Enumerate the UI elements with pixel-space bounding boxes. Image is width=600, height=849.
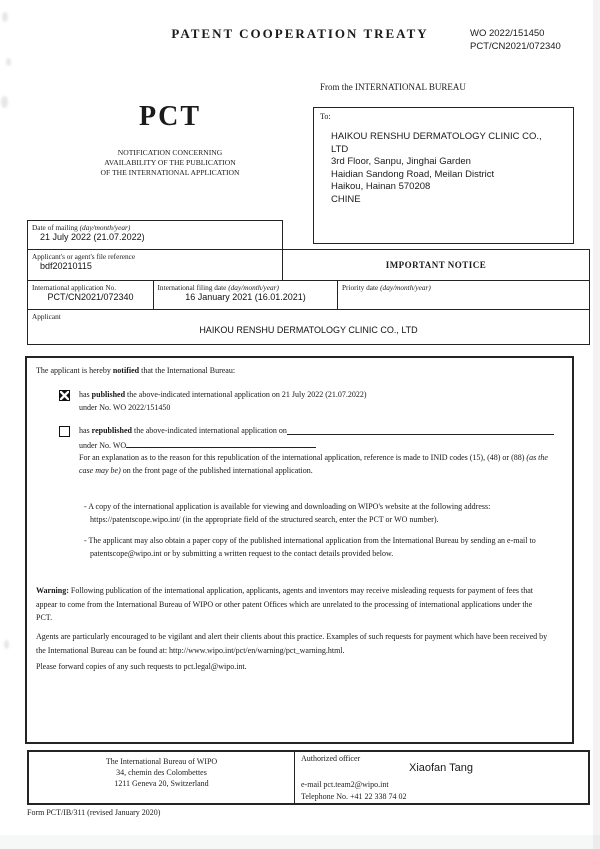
officer-phone: Telephone No. +41 22 338 74 02 — [301, 792, 407, 801]
scan-artifact — [2, 12, 8, 22]
address-line: HAIKOU RENSHU DERMATOLOGY CLINIC CO., — [331, 131, 542, 142]
applicant-value: HAIKOU RENSHU DERMATOLOGY CLINIC CO., LTD — [199, 325, 418, 335]
address-line: CHINE — [331, 193, 361, 205]
bureau-line: The International Bureau of WIPO — [105, 757, 218, 766]
published-pre: has — [79, 390, 92, 399]
republished-post: the above-indicated international application on — [131, 426, 287, 435]
applicant-cell — [27, 309, 590, 345]
priority-date-cell — [337, 280, 590, 310]
scan-artifact — [4, 640, 9, 649]
blank-line — [126, 438, 316, 448]
paper-copy-paragraph: - The applicant may also obtain a paper copy of the published international application from the International Bureau by sending an e-mail to patentscope@wipo.int or by submitting a written request to the contact details provided below. — [84, 536, 536, 558]
filing-date-label: International filing date — [157, 283, 229, 292]
forward-requests-line: Please forward copies of any such requests to pct.legal@wipo.int. — [36, 662, 247, 671]
recipient-address-box — [313, 107, 574, 244]
explanation-italic: (as the case may be) — [79, 453, 548, 475]
scan-artifact — [1, 96, 8, 108]
important-notice-cell — [282, 249, 590, 281]
published-text — [79, 389, 549, 414]
form-number: Form PCT/IB/311 (revised January 2020) — [27, 808, 161, 817]
officer-contact — [301, 779, 407, 803]
scan-edge-shadow — [593, 0, 600, 849]
footer-box — [27, 750, 590, 805]
date-of-mailing-label: Date of mailing — [32, 223, 80, 232]
bureau-line: 34, chemin des Colombettes — [116, 768, 207, 777]
address-line: 3rd Floor, Sanpu, Jinghai Garden — [331, 156, 471, 167]
notification-subtitle — [28, 148, 312, 178]
date-format-note: (day/month/year) — [380, 283, 431, 292]
notification-body-box — [25, 356, 574, 744]
published-line2: under No. WO 2022/151450 — [79, 402, 171, 412]
intro-post: that the International Bureau: — [139, 366, 236, 375]
checked-checkbox-icon — [59, 390, 70, 401]
file-reference-cell — [27, 249, 283, 281]
pct-number: PCT/CN2021/072340 — [470, 41, 561, 52]
date-format-note: (day/month/year) — [79, 223, 131, 232]
subtitle-line: NOTIFICATION CONCERNING — [117, 148, 223, 157]
unchecked-checkbox-icon — [59, 426, 70, 437]
scan-artifact — [6, 58, 11, 66]
explanation-pre: For an explanation as to the reason for this republication of the international application, reference is made to INID codes (15), (48) or (88) — [79, 453, 527, 462]
application-no-cell — [27, 280, 154, 310]
officer-name: Xiaofan Tang — [408, 762, 474, 774]
republished-line2-label: under No. WO — [79, 440, 127, 450]
applicant-label: Applicant — [32, 312, 61, 321]
application-no-label: International application No. — [32, 283, 117, 292]
from-line: From the INTERNATIONAL BUREAU — [320, 82, 466, 92]
bureau-address — [29, 756, 294, 789]
date-format-note: (day/month/year) — [228, 283, 279, 292]
blank-line — [287, 425, 554, 435]
republished-text — [79, 425, 554, 477]
agents-paragraph: Agents are particularly encouraged to be vigilant and alert their clients about this practice. Examples of such requests for payment which have been received by the International Bureau can be found at: http://www.wipo.int/pct/en/warning/pct_warning.html. — [36, 632, 548, 655]
document-title: PATENT COOPERATION TREATY — [171, 26, 429, 41]
republished-bold: republished — [91, 426, 132, 435]
authorized-officer-label: Authorized officer — [301, 754, 361, 763]
published-post: the above-indicated international application on 21 July 2022 (21.07.2022) — [125, 390, 367, 399]
wo-number: WO 2022/151450 — [470, 28, 545, 39]
file-reference-label: Applicant's or agent's file reference — [32, 252, 136, 261]
subtitle-line: AVAILABILITY OF THE PUBLICATION — [104, 158, 236, 167]
application-no-value: PCT/CN2021/072340 — [47, 292, 134, 302]
warning-label: Warning: — [36, 586, 69, 595]
priority-date-label: Priority date — [342, 283, 381, 292]
filing-date-cell — [153, 280, 339, 310]
copy-availability-paragraph: - A copy of the international application is available for viewing and downloading on WIPO's website at the following address: https://patentscope.wipo.int/ (in the appropriate field of the structured search, enter the PCT or WO number). — [84, 502, 491, 524]
bureau-line: 1211 Geneva 20, Switzerland — [114, 779, 209, 788]
intro-line — [36, 365, 556, 378]
warning-paragraph — [36, 584, 548, 625]
date-of-mailing-cell — [27, 220, 283, 250]
intro-bold: notified — [112, 366, 140, 375]
subtitle-line: OF THE INTERNATIONAL APPLICATION — [100, 168, 240, 177]
scan-bottom-shadow — [0, 835, 600, 849]
republished-explanation — [79, 452, 554, 477]
warning-text: Following publication of the international application, applicants, agents and inventors may receive misleading requests for payment of fees that appear to come from the International Bureau of WIPO or other patent Offices which are unrelated to the processing of international applications under the PCT. — [36, 586, 533, 622]
published-bold: published — [91, 390, 126, 399]
officer-email: e-mail pct.team2@wipo.int — [301, 780, 389, 789]
republished-pre: has — [79, 426, 92, 435]
important-notice-label: IMPORTANT NOTICE — [385, 260, 487, 270]
republished-item — [59, 425, 554, 477]
recipient-address — [314, 121, 573, 206]
file-reference-value: bdf20210115 — [40, 261, 92, 271]
published-item — [59, 389, 554, 414]
address-line: Haidian Sandong Road, Meilan District — [331, 168, 495, 180]
filing-date-value: 16 January 2021 (16.01.2021) — [185, 292, 306, 302]
address-line: Haikou, Hainan 570208 — [331, 181, 431, 192]
address-line: LTD — [331, 143, 349, 155]
explanation-post: on the front page of the published international application. — [120, 465, 313, 475]
to-label: To: — [320, 112, 331, 121]
pct-logo-text: PCT — [139, 101, 201, 132]
date-of-mailing-value: 21 July 2022 (21.07.2022) — [40, 232, 145, 242]
publication-numbers — [470, 27, 561, 53]
intro-pre: The applicant is hereby — [36, 366, 113, 375]
footer-divider — [294, 752, 295, 803]
